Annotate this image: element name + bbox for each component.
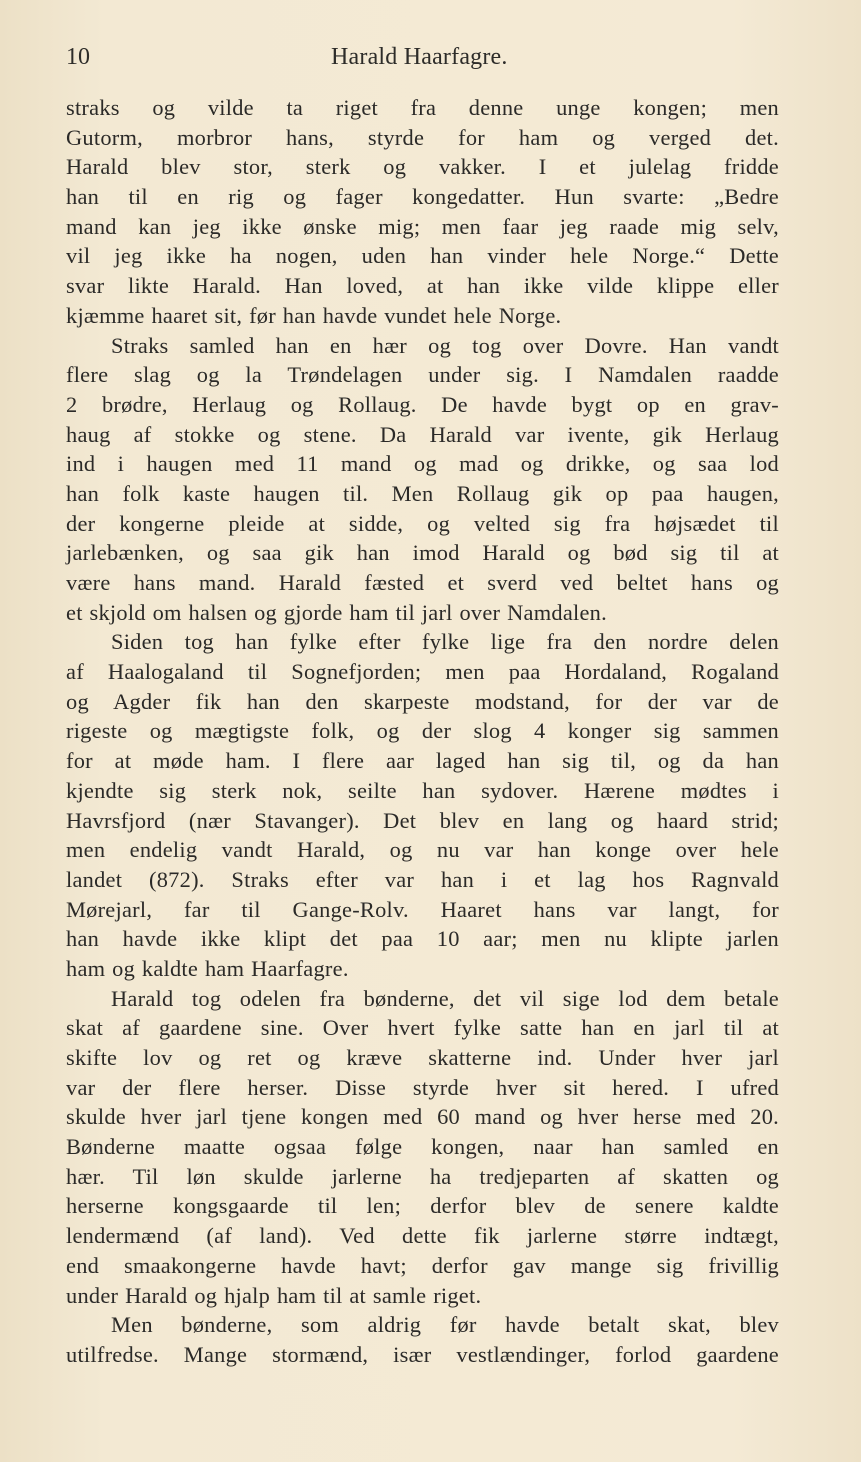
text-line: Gutorm, morbror hans, styrde for ham og verged det. (66, 124, 779, 150)
text-line: svar likte Harald. Han loved, at han ikke vilde klippe eller (66, 273, 779, 299)
running-title: Harald Haarfagre. (331, 44, 508, 70)
text-line: utilfredse. Mange stormænd, især vestlændinger, forlod gaardene (66, 1341, 779, 1367)
text-line: haug af stokke og stene. Da Harald var ivente, gik Herlaug (66, 421, 779, 447)
text-line: skat af gaardene sine. Over hvert fylke satte han en jarl til at (66, 1015, 779, 1041)
body-text (66, 93, 779, 1370)
text-line: jarlebænken, og saa gik han imod Harald og bød sig til at (66, 540, 779, 566)
text-line: Bønderne maatte ogsaa følge kongen, naar han samled en (66, 1134, 779, 1160)
text-line: herserne kongsgaarde til len; derfor blev de senere kaldte (66, 1193, 779, 1219)
text-line: vil jeg ikke ha nogen, uden han vinder hele Norge.“ Dette (66, 243, 779, 269)
text-line: et skjold om halsen og gjorde ham til jarl over Namdalen. (66, 599, 607, 625)
text-line: end smaakongerne havde havt; derfor gav mange sig frivillig (66, 1252, 779, 1278)
text-line: af Haalogaland til Sognefjorden; men paa Hordaland, Rogaland (66, 659, 779, 685)
text-line: flere slag og la Trøndelagen under sig. I Namdalen raadde (66, 362, 779, 388)
text-line: ind i haugen med 11 mand og mad og drikke, og saa lod (66, 451, 779, 477)
text-line: Men bønderne, som aldrig før havde betalt skat, blev (111, 1312, 779, 1338)
text-line: han folk kaste haugen til. Men Rollaug gik op paa haugen, (66, 480, 779, 506)
text-line: men endelig vandt Harald, og nu var han konge over hele (66, 837, 779, 863)
text-line: ham og kaldte ham Haarfagre. (66, 955, 349, 981)
page-header (66, 44, 779, 78)
text-line: skifte lov og ret og kræve skatterne ind. Under hver jarl (66, 1045, 779, 1070)
page-number: 10 (66, 44, 90, 70)
text-line: landet (872). Straks efter var han i et lag hos Ragnvald (66, 866, 779, 892)
text-line: lendermænd (af land). Ved dette fik jarlerne større indtægt, (66, 1223, 779, 1249)
text-line: var der flere herser. Disse styrde hver sit hered. I ufred (66, 1074, 779, 1100)
text-line: Siden tog han fylke efter fylke lige fra den nordre delen (111, 629, 779, 655)
text-line: der kongerne pleide at sidde, og velted sig fra højsædet til (66, 510, 779, 536)
text-line: 2 brødre, Herlaug og Rollaug. De havde bygt op en grav- (66, 391, 779, 417)
text-line: Straks samled han en hær og tog over Dovre. Han vandt (111, 332, 779, 358)
text-line: Harald tog odelen fra bønderne, det vil sige lod dem betale (111, 985, 779, 1011)
text-line: skulde hver jarl tjene kongen med 60 mand og hver herse med 20. (66, 1104, 779, 1130)
text-line: straks og vilde ta riget fra denne unge kongen; men (66, 95, 779, 120)
text-line: han havde ikke klipt det paa 10 aar; men nu klipte jarlen (66, 926, 779, 952)
text-line: mand kan jeg ikke ønske mig; men faar jeg raade mig selv, (66, 213, 779, 239)
text-line: for at møde ham. I flere aar laged han sig til, og da han (66, 748, 779, 774)
text-line: Mørejarl, far til Gange-Rolv. Haaret hans var langt, for (66, 896, 779, 922)
text-line: Havrsfjord (nær Stavanger). Det blev en lang og haard strid; (66, 807, 779, 833)
text-line: og Agder fik han den skarpeste modstand, for der var de (66, 688, 779, 714)
text-line: han til en rig og fager kongedatter. Hun svarte: „Bedre (66, 184, 779, 210)
text-line: rigeste og mægtigste folk, og der slog 4 konger sig sammen (66, 718, 779, 744)
text-line: kjæmme haaret sit, før han havde vundet hele Norge. (66, 302, 562, 328)
text-line: Harald blev stor, sterk og vakker. I et julelag fridde (66, 154, 779, 180)
text-line: hær. Til løn skulde jarlerne ha tredjeparten af skatten og (66, 1163, 779, 1189)
text-line: være hans mand. Harald fæsted et sverd ved beltet hans og (66, 570, 779, 595)
text-line: kjendte sig sterk nok, seilte han sydover. Hærene mødtes i (66, 777, 779, 803)
text-line: under Harald og hjalp ham til at samle riget. (66, 1282, 482, 1308)
